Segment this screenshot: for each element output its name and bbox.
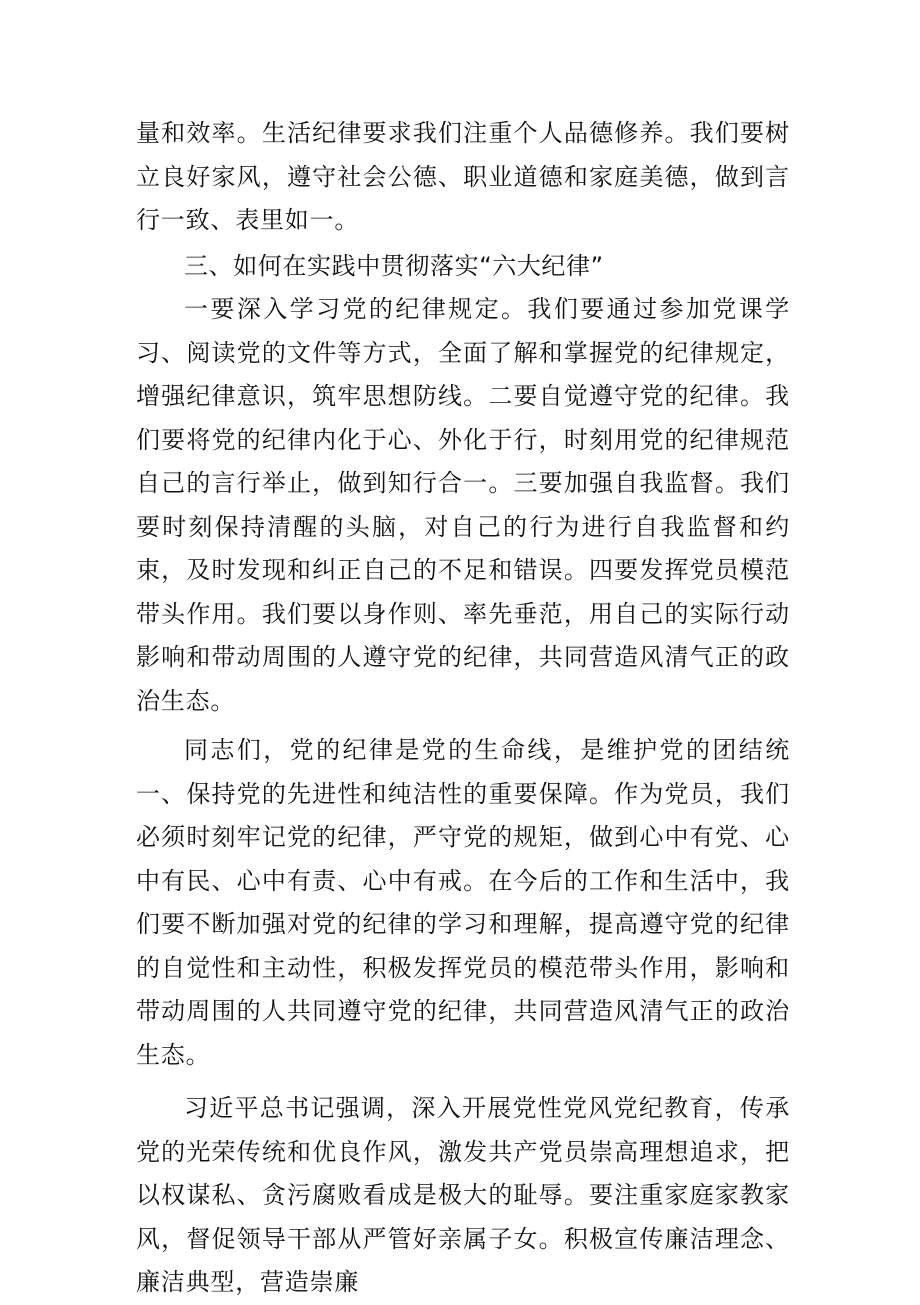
section-heading: 三、如何在实践中贯彻落实“六大纪律” [184, 251, 604, 280]
paragraph-continued: 量和效率。生活纪律要求我们注重个人品德修养。我们要树立良好家风，遵守社会公德、职业道德和家庭美德，做到言行一致、表里如一。 [136, 119, 790, 234]
paragraph-xi-emphasis: 习近平总书记强调，深入开展党性党风党纪教育，传承党的光荣传统和优良作风，激发共产党员崇高理想追求，把以权谋私、贪污腐败看成是极大的耻辱。要注重家庭家教家风，督促领导干部从严管好亲属子女。积极宣传廉洁理念、廉洁典型，营造崇廉 [136, 1094, 790, 1296]
document-body [136, 112, 790, 1305]
paragraph-comrades-conclusion: 同志们，党的纪律是党的生命线，是维护党的团结统一、保持党的先进性和纯洁性的重要保障。作为党员，我们必须时刻牢记党的纪律，严守党的规矩，做到心中有党、心中有民、心中有责、心中有戒。在今后的工作和生活中，我们要不断加强对党的纪律的学习和理解，提高遵守党的纪律的自觉性和主动性，积极发挥党员的模范带头作用，影响和带动周围的人共同遵守党的纪律，共同营造风清气正的政治生态。 [136, 736, 790, 1069]
paragraph-six-disciplines-practice: 一要深入学习党的纪律规定。我们要通过参加党课学习、阅读党的文件等方式，全面了解和掌握党的纪律规定，增强纪律意识，筑牢思想防线。二要自觉遵守党的纪律。我们要将党的纪律内化于心、外化于行，时刻用党的纪律规范自己的言行举止，做到知行合一。三要加强自我监督。我们要时刻保持清醒的头脑，对自己的行为进行自我监督和约束，及时发现和纠正自己的不足和错误。四要发挥党员模范带头作用。我们要以身作则、率先垂范，用自己的实际行动影响和带动周围的人遵守党的纪律，共同营造风清气正的政治生态。 [136, 295, 790, 715]
